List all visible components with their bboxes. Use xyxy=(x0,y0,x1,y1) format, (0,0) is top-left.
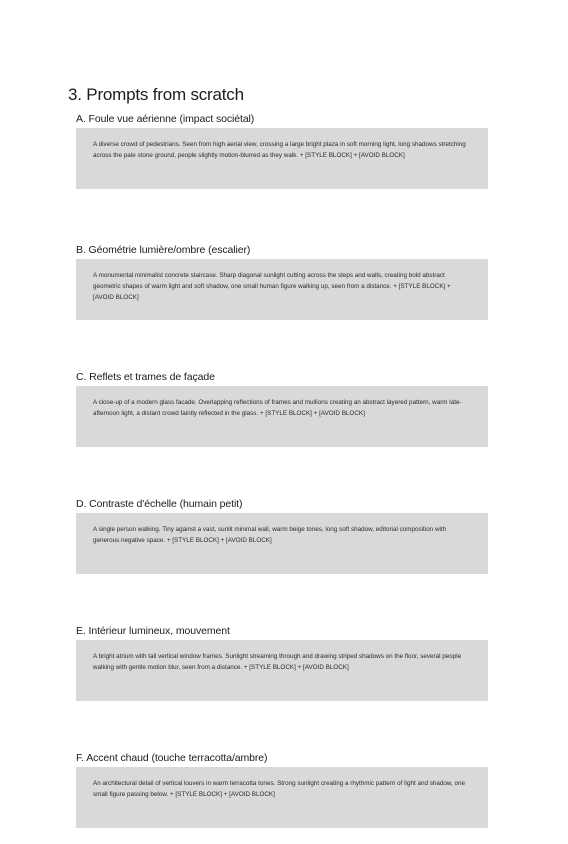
prompt-section-b xyxy=(76,243,488,302)
prompt-box xyxy=(76,640,488,701)
prompt-heading: A. Foule vue aérienne (impact sociétal) xyxy=(76,113,255,125)
prompt-heading: F. Accent chaud (touche terracotta/ambre) xyxy=(76,752,268,764)
prompt-section-f xyxy=(76,751,488,799)
prompt-section-d xyxy=(76,497,488,545)
prompt-heading: B. Géométrie lumière/ombre (escalier) xyxy=(76,244,251,256)
prompt-box xyxy=(76,513,488,574)
prompt-section-e xyxy=(76,624,488,672)
prompt-box xyxy=(76,259,488,320)
prompt-text: A bright atrium with tall vertical window frames. Sunlight streaming through and drawing striped shadows on the floor, several people walking with gentle motion blur, seen from a distance. + [STYLE BLOCK] + [AVOID BLOCK] xyxy=(93,653,462,672)
prompt-text: A diverse crowd of pedestrians. Seen from high aerial view, crossing a large bright plaza in soft morning light, long shadows stretching across the pale stone ground, people slightly motion-blurred as they walk. + [STYLE BLOCK] + [AVOID BLOCK] xyxy=(93,141,466,160)
prompt-text: A single person walking. Tiny against a vast, sunlit minimal wall, warm beige tones, long soft shadow, editorial composition with generous negative space. + [STYLE BLOCK] + [AVOID BLOCK] xyxy=(93,526,447,545)
page-title: 3. Prompts from scratch xyxy=(68,85,244,104)
prompt-box xyxy=(76,386,488,447)
prompt-text: An architectural detail of vertical louvers in warm terracotta tones. Strong sunlight creating a rhythmic pattern of light and shadow, one small figure passing below. + [STYLE BLOCK] + [AVOID BLOCK] xyxy=(93,780,466,799)
prompt-text: A close-up of a modern glass facade. Overlapping reflections of frames and mullions creating an abstract layered pattern, warm late-afternoon light, a distant crowd faintly reflected in the glass. + [STYLE BLOCK] + [AVOID BLOCK] xyxy=(93,399,462,418)
prompt-box xyxy=(76,767,488,828)
prompt-section-a xyxy=(76,112,488,160)
prompt-heading: E. Intérieur lumineux, mouvement xyxy=(76,625,230,637)
prompt-text: A monumental minimalist concrete staircase. Sharp diagonal sunlight cutting across the steps and walls, creating bold abstract geometric shapes of warm light and soft shadow, one small human figure walking up, seen from a distance. + [STYLE BLOCK] + [AVOID BLOCK] xyxy=(93,272,451,302)
prompt-heading: C. Reflets et trames de façade xyxy=(76,371,215,383)
prompt-heading: D. Contraste d'échelle (humain petit) xyxy=(76,498,243,510)
prompt-box xyxy=(76,128,488,189)
prompt-section-c xyxy=(76,370,488,418)
